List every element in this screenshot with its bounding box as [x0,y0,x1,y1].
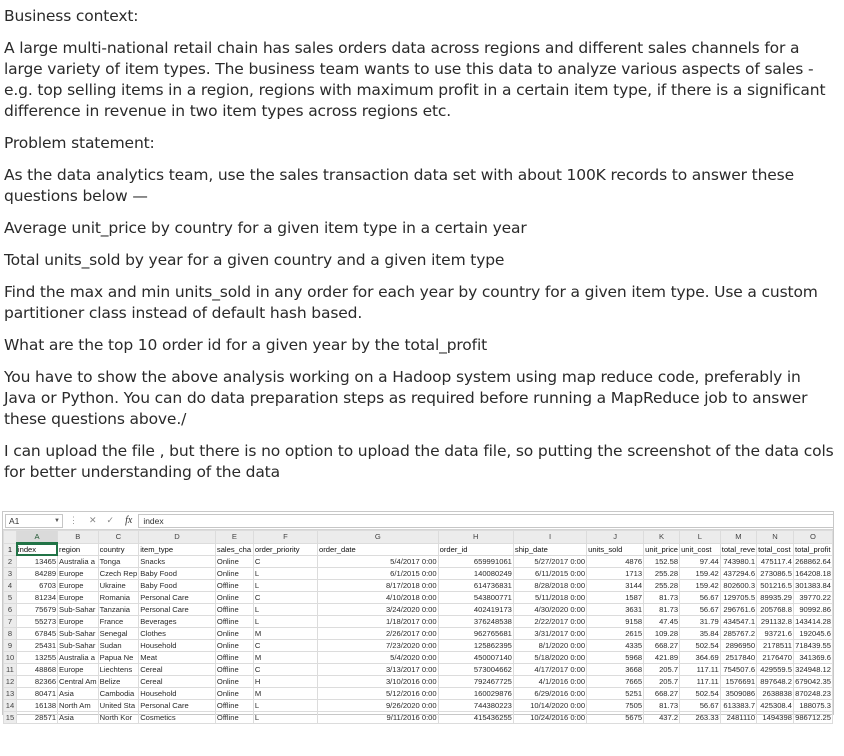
table-row [4,688,833,700]
table-row [4,592,833,604]
data-cell[interactable]: 7/23/2020 0:00 [318,640,439,652]
data-cell[interactable]: 152.58 [644,556,680,568]
data-cell[interactable]: 425308.4 [757,700,794,712]
data-cell[interactable]: 90992.86 [793,604,832,616]
column-header[interactable]: O [793,531,832,544]
data-cell[interactable]: Snacks [139,556,216,568]
data-cell[interactable]: 56.67 [680,604,721,616]
name-box[interactable] [5,514,63,528]
data-cell[interactable]: Offline [215,700,253,712]
data-cell[interactable]: 10/24/2016 0:00 [513,712,586,724]
data-cell[interactable]: 744380223 [438,700,513,712]
data-cell[interactable]: Papua Ne [98,652,139,664]
data-cell[interactable]: 5/11/2018 0:00 [513,592,586,604]
data-cell[interactable]: 5/12/2016 0:00 [318,688,439,700]
header-cell[interactable]: index [16,543,57,556]
question-1: Average unit_price by country for a given item type in a certain year [4,219,527,237]
data-cell[interactable]: 376248538 [438,616,513,628]
data-cell[interactable]: 285767.2 [720,628,756,640]
data-cell[interactable]: 84289 [16,568,57,580]
data-cell[interactable]: 5968 [587,652,644,664]
data-cell[interactable]: 718439.55 [795,641,831,650]
row-number[interactable]: 1 [4,543,17,556]
data-cell[interactable]: Cambodia [98,688,139,700]
data-cell[interactable]: 1713 [587,568,644,580]
problem-heading: Problem statement: [4,134,155,152]
data-cell[interactable]: 97.44 [680,556,721,568]
data-cell[interactable]: 109.28 [644,628,680,640]
data-cell[interactable]: 502.54 [680,688,721,700]
row-number[interactable]: 11 [4,664,17,676]
data-cell[interactable]: 7505 [587,700,644,712]
data-cell[interactable]: M [253,628,317,640]
data-cell[interactable]: 3/31/2017 0:00 [513,628,586,640]
data-cell[interactable]: 56.67 [680,700,721,712]
function-icon[interactable]: fx [125,515,133,526]
data-cell[interactable]: 2615 [587,628,644,640]
data-cell[interactable]: 6703 [16,580,57,592]
row-number[interactable]: 14 [4,700,17,712]
data-cell[interactable]: 3144 [587,580,644,592]
formula-value: index [143,515,164,526]
data-cell[interactable]: 255.28 [644,580,680,592]
column-header[interactable]: B [58,531,99,544]
data-cell[interactable]: 5251 [587,688,644,700]
row-number[interactable]: 4 [4,580,17,592]
data-cell[interactable]: 792467725 [438,676,513,688]
data-cell[interactable]: Asia [58,688,99,700]
data-cell[interactable]: 4/10/2018 0:00 [318,592,439,604]
data-cell[interactable]: 502.54 [680,640,721,652]
data-cell[interactable]: L [253,604,317,616]
data-cell[interactable]: Offline [215,664,253,676]
data-cell[interactable]: Czech Rep [99,569,138,578]
data-cell[interactable]: Online [215,676,253,688]
chevron-down-icon[interactable]: ▼ [54,517,60,524]
data-cell[interactable]: North Kor [98,712,139,724]
data-cell[interactable]: 273086.5 [757,568,794,580]
data-cell[interactable]: 255.28 [644,568,680,580]
spreadsheet-screenshot [2,511,834,722]
data-cell[interactable]: 268862.64 [795,557,831,566]
data-cell[interactable]: 501216.5 [757,580,794,592]
row-number[interactable]: 15 [4,712,17,724]
header-cell[interactable]: total_reve [721,544,756,554]
data-cell[interactable]: 81234 [16,592,57,604]
header-cell[interactable]: region [58,543,99,556]
data-cell[interactable]: 160029876 [438,688,513,700]
data-cell[interactable]: 291132.8 [757,616,794,628]
data-cell[interactable]: North Am [58,700,99,712]
data-cell[interactable]: L [253,568,317,580]
data-cell[interactable]: Australia a [58,556,99,568]
data-cell[interactable]: 56.67 [680,592,721,604]
data-cell[interactable]: 117.11 [680,676,721,688]
data-cell[interactable]: 1/18/2017 0:00 [318,616,439,628]
data-cell[interactable]: Central Am [59,677,97,686]
row-number[interactable]: 9 [4,640,17,652]
data-cell[interactable]: Household [139,640,216,652]
data-cell[interactable]: Online [215,640,253,652]
data-cell[interactable]: 2/26/2017 0:00 [318,628,439,640]
data-cell[interactable]: 754507.6 [720,664,756,676]
header-cell[interactable]: country [98,543,139,556]
data-cell[interactable]: 16138 [16,700,57,712]
data-cell[interactable]: 1576691 [720,676,756,688]
data-cell[interactable]: 159.42 [680,580,721,592]
confirm-icon[interactable]: ✓ [106,515,115,525]
data-cell[interactable]: 81.73 [644,592,680,604]
separator-dots-icon: ⋮ [69,515,78,525]
data-cell[interactable]: 668.27 [644,640,680,652]
data-cell[interactable]: 6/11/2015 0:00 [513,568,586,580]
data-cell[interactable]: 870248.23 [795,689,831,698]
data-cell[interactable]: 81.73 [644,700,680,712]
data-cell[interactable]: Cereal [139,664,216,676]
data-cell[interactable]: Europe [58,592,99,604]
data-cell[interactable]: Online [215,556,253,568]
data-cell[interactable]: 450007140 [438,652,513,664]
data-cell[interactable]: 543800771 [438,592,513,604]
table-row [4,604,833,616]
table-row [4,580,833,592]
data-cell[interactable]: 47.45 [644,616,680,628]
name-box-value: A1 [9,515,20,526]
column-header[interactable]: K [644,531,680,544]
data-cell[interactable]: 2517840 [720,652,756,664]
table-row [4,556,833,568]
data-cell[interactable]: M [253,652,317,664]
data-cell[interactable]: 205768.8 [757,604,794,616]
data-cell[interactable]: 164208.18 [795,569,831,578]
data-cell[interactable]: Cosmetics [139,712,216,724]
data-cell[interactable]: C [253,556,317,568]
data-cell[interactable]: 437294.6 [720,568,756,580]
table-row [4,676,833,688]
data-cell[interactable]: 205.7 [644,676,680,688]
row-number[interactable]: 13 [4,688,17,700]
data-cell[interactable]: Online [215,628,253,640]
data-cell[interactable]: 89935.29 [757,592,794,604]
header-cell[interactable]: total_profit [793,543,832,556]
header-cell[interactable]: unit_cost [680,543,721,556]
data-cell[interactable]: Offline [215,580,253,592]
data-cell[interactable]: 421.89 [644,652,680,664]
data-cell[interactable]: 341369.6 [793,652,832,664]
data-cell[interactable]: 3509086 [720,688,756,700]
data-cell[interactable]: 743980.1 [720,556,756,568]
data-cell[interactable]: Asia [58,712,99,724]
data-cell[interactable]: 962765681 [438,628,513,640]
table-row [4,712,833,724]
data-cell[interactable]: 192045.6 [793,628,832,640]
data-cell[interactable]: Personal Care [139,700,216,712]
column-header[interactable]: H [438,531,513,544]
data-cell[interactable]: 2178511 [757,640,794,652]
cancel-icon[interactable]: ✕ [89,515,97,525]
formula-bar [3,512,833,530]
data-cell[interactable]: Cereal [139,676,216,688]
column-header[interactable]: M [720,531,756,544]
data-cell[interactable]: 3631 [587,604,644,616]
data-cell[interactable]: France [98,616,139,628]
column-header[interactable]: A [16,531,57,544]
data-cell[interactable]: Online [215,592,253,604]
problem-paragraph: As the data analytics team, use the sales transaction data set with about 100K records to answer these questions below — [4,166,794,205]
data-cell[interactable]: C [253,592,317,604]
data-cell[interactable]: 4/17/2017 0:00 [513,664,586,676]
data-cell[interactable]: Baby Food [139,580,216,592]
data-cell[interactable]: 4335 [587,640,644,652]
data-cell[interactable]: 668.27 [644,688,680,700]
column-header[interactable]: G [318,531,439,544]
row-number[interactable]: 6 [4,604,17,616]
data-cell[interactable]: 93721.6 [757,628,794,640]
data-cell[interactable]: Ukraine [98,580,139,592]
data-cell[interactable]: 614736831 [438,580,513,592]
data-cell[interactable]: 437.2 [644,712,680,724]
data-cell[interactable]: 7665 [587,676,644,688]
data-cell[interactable]: L [253,616,317,628]
data-cell[interactable]: Europe [58,664,99,676]
data-cell[interactable]: 301383.84 [795,581,831,590]
data-cell[interactable]: 13465 [16,556,57,568]
data-cell[interactable]: 55273 [16,616,57,628]
data-cell[interactable]: M [253,688,317,700]
data-cell[interactable]: Sub-Sahar [58,604,99,616]
data-cell[interactable]: 39770.22 [793,592,832,604]
table-row [4,628,833,640]
data-cell[interactable]: Sub-Sahar [58,628,99,640]
data-cell[interactable]: 263.33 [680,712,721,724]
data-cell[interactable]: 4/1/2016 0:00 [513,676,586,688]
data-cell[interactable]: Senegal [98,628,139,640]
header-cell[interactable]: units_sold [587,543,644,556]
data-cell[interactable]: 2176470 [757,652,794,664]
data-cell[interactable]: 6/1/2015 0:00 [318,568,439,580]
data-cell[interactable]: 48868 [16,664,57,676]
data-cell[interactable]: 80471 [16,688,57,700]
data-cell[interactable]: 2896950 [720,640,756,652]
data-cell[interactable]: 364.69 [680,652,721,664]
instructions-paragraph: You have to show the above analysis working on a Hadoop system using map reduce code, preferably in Java or Python. You can do data preparation steps as required before running a MapReduce job to answer these questions above./ [4,368,808,428]
table-row [4,652,833,664]
data-cell[interactable]: Sudan [98,640,139,652]
formula-input[interactable] [138,514,833,528]
data-cell[interactable]: Europe [58,580,99,592]
table-row [4,640,833,652]
data-cell[interactable]: Tanzania [98,604,139,616]
data-cell[interactable]: 3/13/2017 0:00 [318,664,439,676]
header-cell[interactable]: order_priority [253,543,317,556]
data-cell[interactable]: 679042.35 [795,677,831,686]
data-cell[interactable]: 140080249 [438,568,513,580]
data-cell[interactable]: 28571 [16,712,57,724]
data-cell[interactable]: 613383.7 [720,700,756,712]
data-cell[interactable]: 402419173 [438,604,513,616]
data-cell[interactable]: 3/24/2020 0:00 [318,604,439,616]
data-cell[interactable]: Personal Care [139,604,216,616]
header-cell[interactable]: ship_date [513,543,586,556]
column-header[interactable]: I [513,531,586,544]
data-cell[interactable]: Beverages [139,616,216,628]
data-cell[interactable]: Offline [215,616,253,628]
data-cell[interactable]: Europe [58,568,99,580]
data-cell[interactable]: 434547.1 [720,616,756,628]
header-cell[interactable]: order_id [438,543,513,556]
data-cell[interactable]: 296761.6 [720,604,756,616]
data-cell[interactable]: 25431 [16,640,57,652]
data-cell[interactable]: 1494398 [757,712,794,724]
row-number[interactable]: 7 [4,616,17,628]
row-number[interactable]: 3 [4,568,17,580]
data-cell[interactable]: H [253,676,317,688]
data-cell[interactable]: Tonga [98,556,139,568]
data-cell[interactable]: 81.73 [644,604,680,616]
table-row [4,664,833,676]
column-header[interactable]: E [215,531,253,544]
header-cell[interactable]: item_type [139,543,216,556]
data-cell[interactable]: 10/14/2020 0:00 [513,700,586,712]
data-cell[interactable]: 475117.4 [757,556,794,568]
data-cell[interactable]: 2481110 [720,712,756,724]
column-header[interactable]: J [587,531,644,544]
data-cell[interactable]: 13255 [16,652,57,664]
data-cell[interactable]: Europe [58,616,99,628]
table-row [4,700,833,712]
data-cell[interactable]: 2/22/2017 0:00 [513,616,586,628]
data-cell[interactable]: Online [215,568,253,580]
data-cell[interactable]: 31.79 [680,616,721,628]
data-cell[interactable]: C [253,640,317,652]
data-cell[interactable]: 188075.3 [793,700,832,712]
data-cell[interactable]: 429559.5 [757,664,794,676]
data-cell[interactable]: 5675 [587,712,644,724]
data-cell[interactable]: 35.84 [680,628,721,640]
data-cell[interactable]: L [253,580,317,592]
data-cell[interactable]: L [253,700,317,712]
data-cell[interactable]: 205.7 [644,664,680,676]
question-4: What are the top 10 order id for a given year by the total_profit [4,336,488,354]
data-cell[interactable]: 159.42 [680,568,721,580]
row-number[interactable]: 10 [4,652,17,664]
question-document [4,6,836,494]
data-cell[interactable]: Personal Care [139,592,216,604]
context-heading: Business context: [4,7,139,25]
data-cell[interactable]: Offline [215,604,253,616]
data-cell[interactable]: 117.11 [680,664,721,676]
data-cell[interactable]: 129705.5 [720,592,756,604]
data-cell[interactable]: 67845 [16,628,57,640]
data-cell[interactable]: Offline [215,712,253,724]
data-cell[interactable]: Belize [98,676,139,688]
data-cell[interactable]: 324948.12 [795,665,831,674]
data-cell[interactable]: 5/27/2017 0:00 [513,556,586,568]
header-cell[interactable]: total_cost [757,543,794,556]
data-cell[interactable]: Online [215,688,253,700]
data-cell[interactable]: 3668 [587,664,644,676]
data-cell[interactable]: Clothes [139,628,216,640]
data-cell[interactable]: United Sta [98,700,139,712]
data-cell[interactable]: 5/4/2020 0:00 [318,652,439,664]
data-cell[interactable]: 2638838 [757,688,794,700]
row-number[interactable]: 8 [4,628,17,640]
question-3: Find the max and min units_sold in any order for each year by country for a given item type. Use a custom partitioner class instead of default hash based. [4,283,818,322]
column-header[interactable]: L [680,531,721,544]
data-cell[interactable]: L [253,712,317,724]
data-cell[interactable]: 4/30/2020 0:00 [513,604,586,616]
data-cell[interactable]: Meat [139,652,216,664]
data-cell[interactable]: 6/29/2016 0:00 [513,688,586,700]
data-cell[interactable]: 143414.28 [795,617,831,626]
data-cell[interactable]: 802600.3 [720,580,756,592]
data-cell[interactable]: Household [139,688,216,700]
data-cell[interactable]: Romania [98,592,139,604]
data-cell[interactable]: 75679 [16,604,57,616]
header-cell[interactable]: order_date [318,543,439,556]
data-cell[interactable]: Baby Food [139,568,216,580]
data-cell[interactable]: 125862395 [438,640,513,652]
column-header[interactable]: D [139,531,216,544]
data-cell[interactable]: C [253,664,317,676]
data-cell[interactable]: Australia a [58,652,99,664]
data-cell[interactable]: 659991061 [438,556,513,568]
data-cell[interactable]: 5/4/2017 0:00 [318,556,439,568]
data-cell[interactable]: Sub-Sahar [58,640,99,652]
select-all-corner[interactable] [4,531,17,544]
data-cell[interactable]: 82366 [16,676,57,688]
header-cell[interactable]: sales_cha [215,543,253,556]
data-cell[interactable]: 415436255 [438,712,513,724]
table-row [4,568,833,580]
data-cell[interactable]: 9158 [587,616,644,628]
data-cell[interactable]: 8/28/2018 0:00 [513,580,586,592]
data-cell[interactable]: 9/26/2020 0:00 [318,700,439,712]
question-2: Total units_sold by year for a given country and a given item type [4,251,505,269]
data-cell[interactable]: 573004662 [438,664,513,676]
data-cell[interactable]: 4876 [587,556,644,568]
note-paragraph: I can upload the file , but there is no option to upload the data file, so putting the screenshot of the data cols for better understanding of the data [4,442,834,481]
data-cell[interactable]: 897648.2 [757,676,794,688]
data-cell[interactable]: Offline [215,652,253,664]
data-cell[interactable]: 986712.25 [795,713,831,722]
data-cell[interactable]: 3/10/2016 0:00 [318,676,439,688]
data-cell[interactable]: 8/17/2018 0:00 [318,580,439,592]
header-cell[interactable]: unit_price [645,544,679,554]
row-number[interactable]: 12 [4,676,17,688]
data-cell[interactable]: 1587 [587,592,644,604]
column-header[interactable]: C [98,531,139,544]
column-header[interactable]: F [253,531,317,544]
column-header[interactable]: N [757,531,794,544]
table-row [4,616,833,628]
context-paragraph: A large multi-national retail chain has sales orders data across regions and different sales channels for a large variety of item types. The business team wants to use this data to analyze various aspects of sales - e.g. top selling items in a region, regions with maximum profit in a certain item type, if there is a significant difference in revenue in two item types across regions etc. [4,39,826,120]
data-cell[interactable]: 5/18/2020 0:00 [513,652,586,664]
data-cell[interactable]: 9/11/2016 0:00 [318,712,439,724]
data-cell[interactable]: Liechtens [98,664,139,676]
row-number[interactable]: 5 [4,592,17,604]
row-number[interactable]: 2 [4,556,17,568]
data-grid [3,530,833,724]
data-cell[interactable]: 8/1/2020 0:00 [513,640,586,652]
